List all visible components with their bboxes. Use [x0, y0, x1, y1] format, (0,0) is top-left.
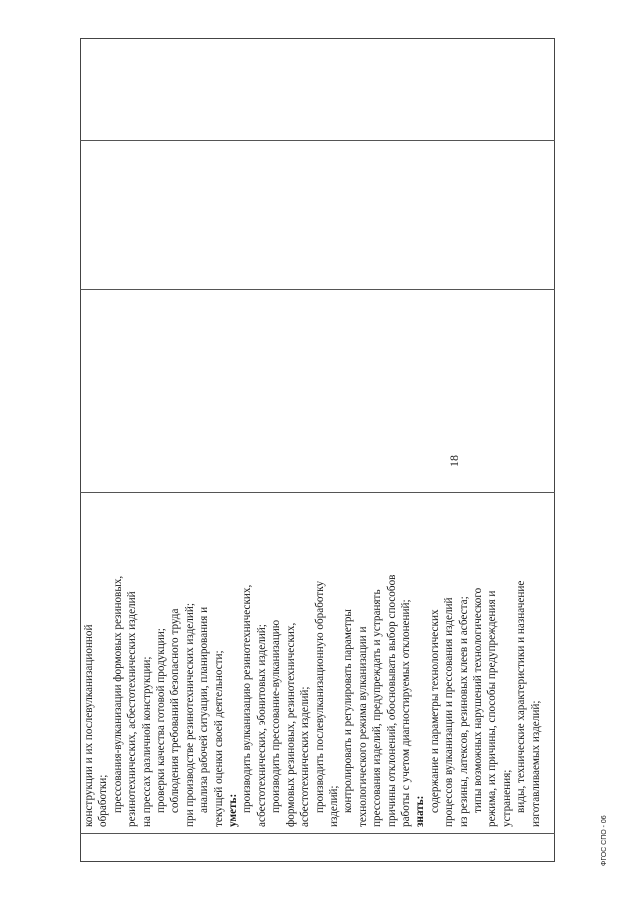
table-cell-empty-3	[80, 0, 555, 140]
text-line: содержание и параметры технологических	[428, 609, 441, 813]
text-line: прессования-вулканизации формовых резиновых,	[111, 575, 124, 813]
text-line: асбестотехнических изделий;	[299, 686, 312, 827]
rotated-table	[80, 38, 555, 862]
text-line: режима, их причины, способы предупреждения и	[486, 590, 499, 827]
text-line: устранения;	[500, 769, 513, 827]
page-number: 18	[447, 455, 461, 467]
text-line: производить вулканизацию резинотехнических,	[241, 584, 254, 813]
text-line: производить прессование-вулканизацию	[270, 619, 283, 813]
text-line: на прессах различной конструкции;	[140, 656, 153, 827]
table-cell-index	[80, 833, 555, 862]
table-row	[80, 38, 555, 862]
text-line: технологического режима вулканизации и	[356, 626, 369, 827]
text-line: работы с учетом диагностируемых отклонений;	[399, 599, 412, 827]
section-heading: знать:	[414, 795, 427, 827]
table-cell-empty-2	[80, 140, 555, 289]
text-line: асбестотехнических, эбонитовых изделий;	[255, 624, 268, 827]
text-line: из резины, латексов, резиновых клеев и асбеста;	[457, 596, 470, 827]
text-line: типы возможных нарушений технологического	[471, 587, 484, 813]
text-line: обработки;	[97, 774, 110, 827]
text-line: причины отклонений, обосновывать выбор способов	[385, 574, 398, 827]
text-line: текущей оценки своей деятельности;	[212, 650, 225, 827]
text-line: прессования изделий, предупреждать и устранять	[371, 589, 384, 827]
text-line: проверки качества готовой продукции;	[155, 628, 168, 813]
table-cell-empty-1	[80, 289, 555, 492]
text-line: контролировать и регулировать параметры	[342, 609, 355, 813]
text-line: производить послевулканизационную обработку	[313, 580, 326, 813]
footer-code: ФГОС СПО - 06	[601, 815, 608, 866]
text-line: изготавливаемых изделий;	[529, 700, 542, 827]
text-line: процессов вулканизации и прессования изделий	[443, 597, 456, 827]
text-line: резинотехнических, асбестотехнических изделий	[126, 591, 139, 827]
text-line: конструкции и их послевулканизационной	[83, 624, 95, 827]
text-line: анализа рабочей ситуации, планирования и	[198, 606, 211, 813]
section-heading: уметь:	[227, 793, 240, 827]
table-cell-requirements	[80, 492, 555, 833]
text-line: соблюдения требований безопасного труда	[169, 608, 182, 813]
text-line: виды, технические характеристики и назначение	[515, 580, 528, 813]
text-line: формовых резиновых, резинотехнических,	[284, 622, 297, 827]
text-line: при производстве резинотехнических изделий;	[183, 603, 196, 827]
text-line: изделий;	[327, 785, 340, 827]
